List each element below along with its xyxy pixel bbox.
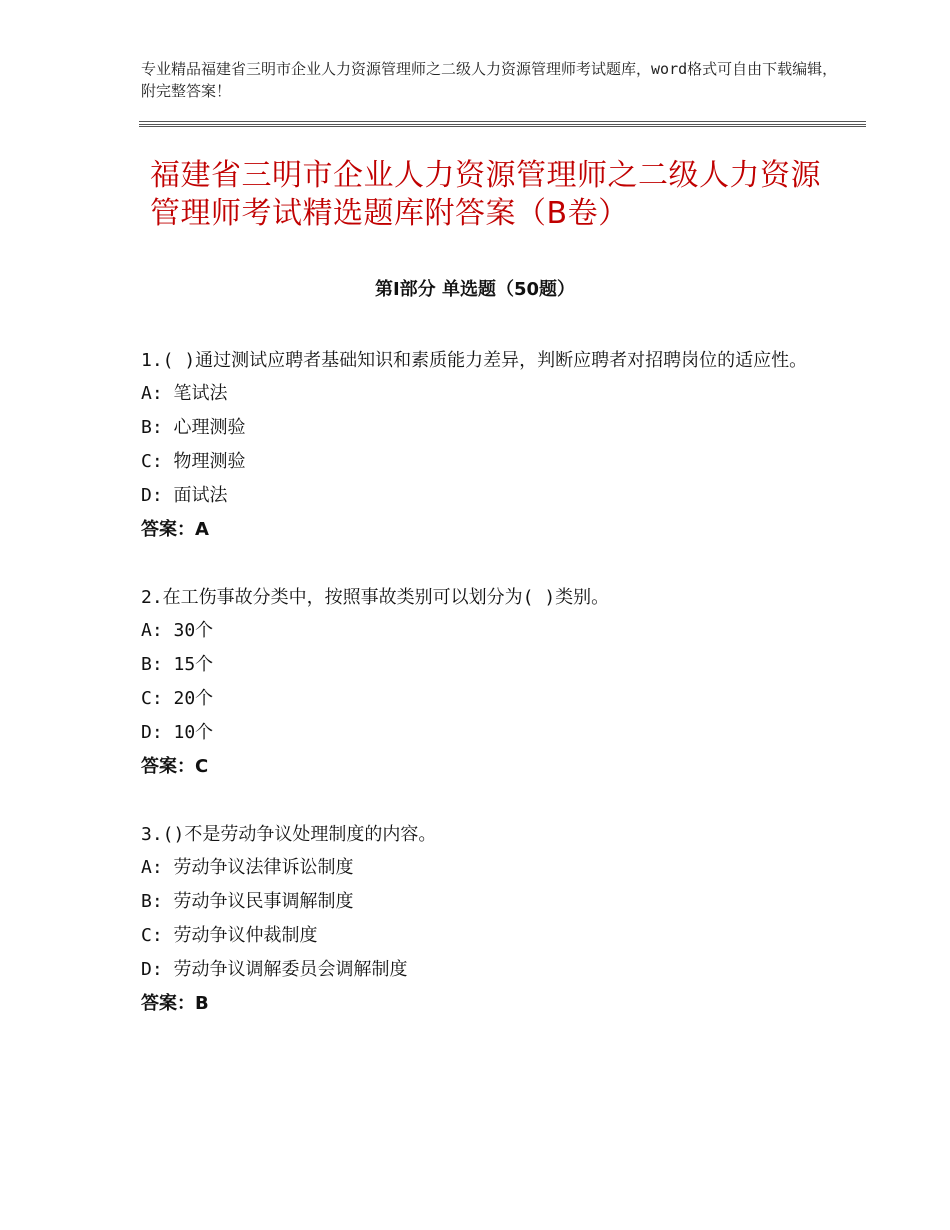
question-list: [141, 344, 821, 1055]
header-divider: [139, 121, 866, 122]
option-d: D: 面试法: [141, 485, 228, 506]
header-divider: [139, 126, 866, 127]
answer-label: 答案：B: [141, 993, 209, 1014]
question-stem: 2.在工伤事故分类中，按照事故类别可以划分为( )类别。: [141, 587, 610, 608]
question-item: [141, 581, 821, 784]
option-a: A: 劳动争议法律诉讼制度: [141, 857, 354, 878]
option-a: A: 30个: [141, 620, 214, 641]
option-b: B: 15个: [141, 654, 214, 675]
option-c: C: 劳动争议仲裁制度: [141, 925, 318, 946]
option-b: B: 心理测验: [141, 417, 246, 438]
question-stem: 3.()不是劳动争议处理制度的内容。: [141, 824, 437, 845]
option-b: B: 劳动争议民事调解制度: [141, 891, 354, 912]
option-d: D: 10个: [141, 722, 214, 743]
option-d: D: 劳动争议调解委员会调解制度: [141, 959, 408, 980]
question-item: [141, 818, 821, 1021]
document-title: 福建省三明市企业人力资源管理师之二级人力资源管理师考试精选题库附答案（B卷）: [150, 158, 821, 231]
question-stem: 1.( )通过测试应聘者基础知识和素质能力差异，判断应聘者对招聘岗位的适应性。: [141, 350, 808, 371]
option-a: A: 笔试法: [141, 383, 228, 404]
option-c: C: 物理测验: [141, 451, 246, 472]
answer-label: 答案：A: [141, 519, 209, 540]
answer-label: 答案：C: [141, 756, 209, 777]
option-c: C: 20个: [141, 688, 214, 709]
section-heading: 第Ⅰ部分 单选题（50题）: [374, 279, 575, 300]
question-item: [141, 344, 821, 547]
header-note: 专业精品福建省三明市企业人力资源管理师之二级人力资源管理师考试题库，word格式可自由下载编辑，附完整答案！: [141, 60, 838, 100]
header-divider: [139, 124, 866, 125]
